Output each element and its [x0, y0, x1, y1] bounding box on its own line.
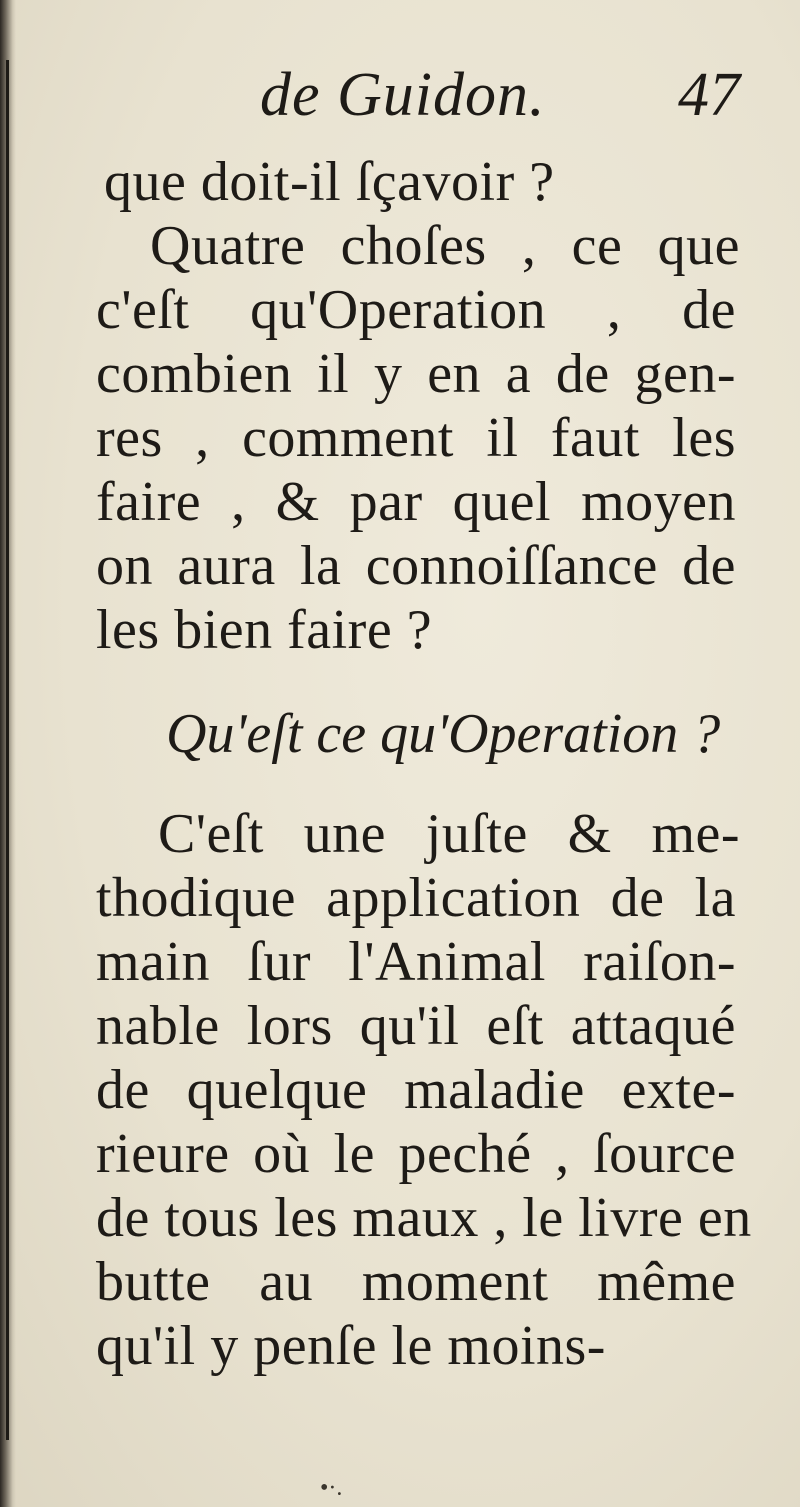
text-line: C'eſt une juſte & me-	[158, 803, 740, 865]
page-header	[250, 60, 750, 150]
text-line: de tous les maux , le livre en	[96, 1187, 752, 1249]
text-line: res , comment il faut les	[96, 407, 736, 469]
text-line: butte au moment même	[96, 1251, 736, 1313]
text-line: nable lors qu'il eſt attaqué	[96, 995, 736, 1057]
text-line: que doit-il ſçavoir ?	[104, 151, 555, 213]
text-line: de quelque maladie exte-	[96, 1059, 736, 1121]
text-line: rieure où le peché , ſource	[96, 1123, 736, 1185]
running-head: de Guidon.	[260, 61, 546, 129]
text-line: combien il y en a de gen-	[96, 343, 736, 405]
text-line: Quatre choſes , ce que	[150, 215, 740, 277]
text-line: faire , & par quel moyen	[96, 471, 736, 533]
text-line: thodique application de la	[96, 867, 736, 929]
text-line: on aura la connoiſſance de	[96, 535, 736, 597]
text-line: c'eſt qu'Operation , de	[96, 279, 736, 341]
page-binding-rule	[6, 60, 9, 1440]
text-line: main ſur l'Animal raiſon-	[96, 931, 736, 993]
ink-specks: •·.	[320, 1475, 343, 1501]
text-line: qu'il y penſe le moins-	[96, 1315, 606, 1377]
page-number: 47	[678, 61, 740, 129]
text-line: les bien faire ?	[96, 599, 433, 661]
section-heading: Qu'eſt ce qu'Operation ?	[166, 703, 721, 765]
